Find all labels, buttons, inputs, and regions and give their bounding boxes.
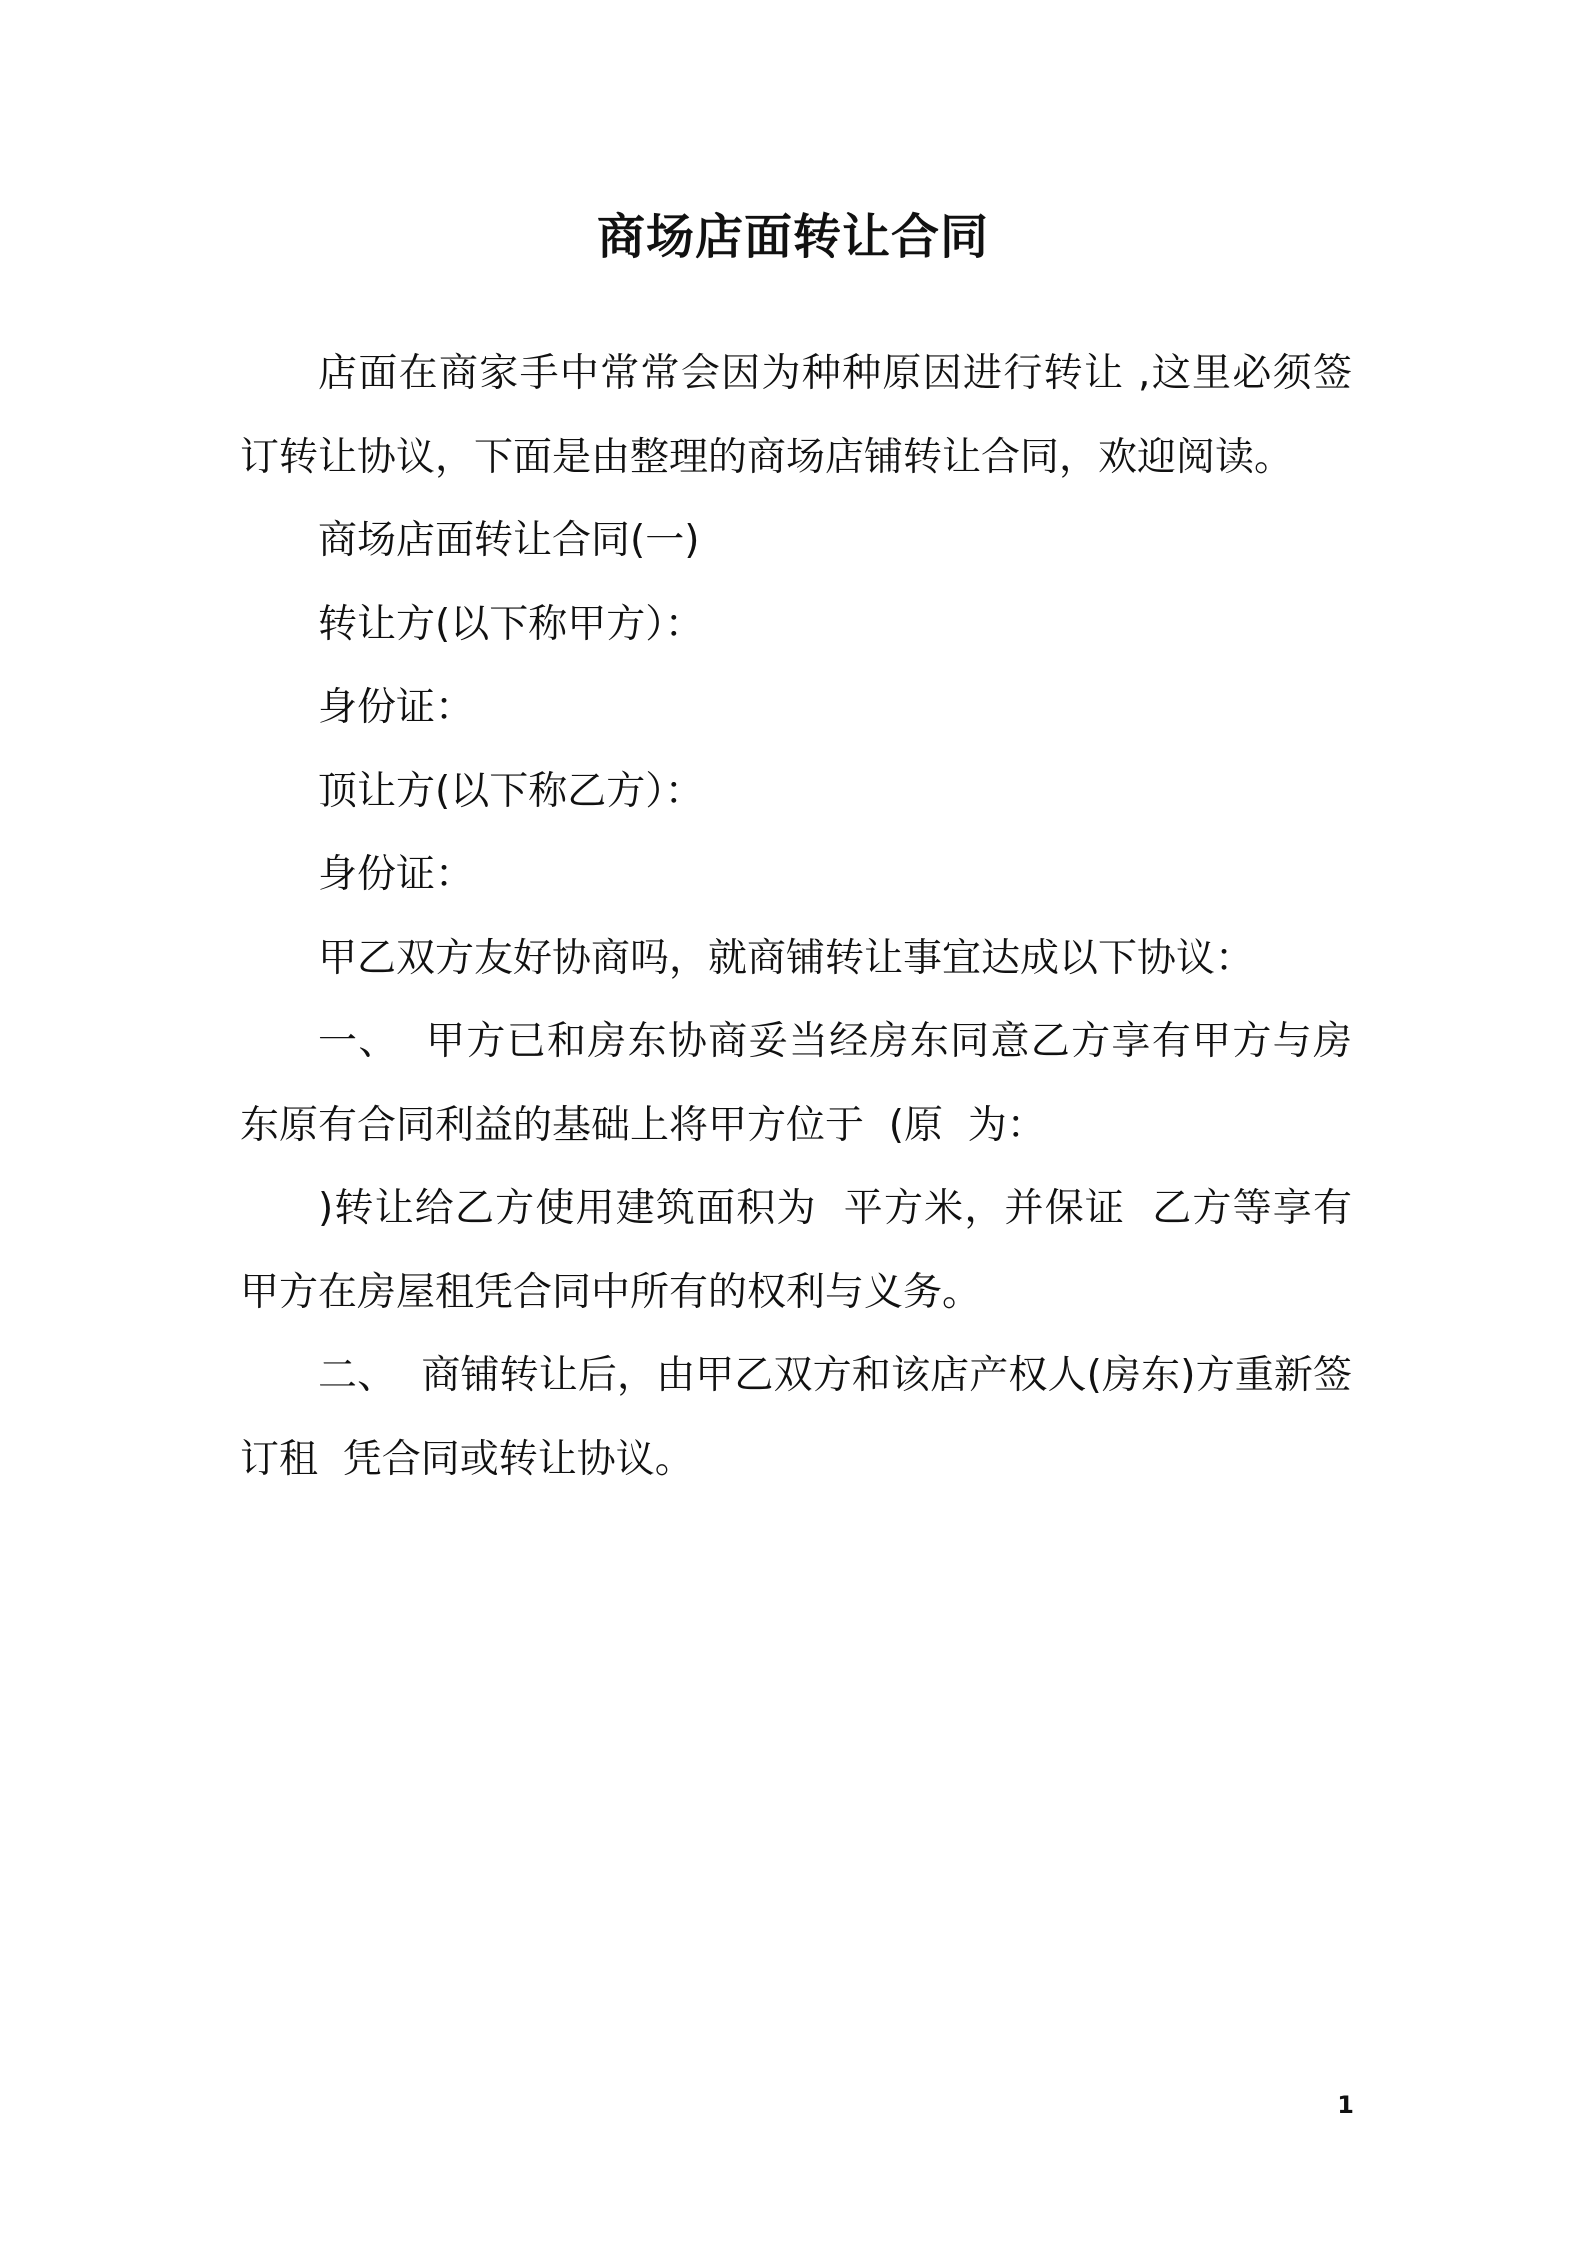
paragraph-transferee-id: 身份证： xyxy=(318,852,475,897)
paragraph-clause-1-part-2: )转让给乙方使用建筑面积为 平方米，并保证 乙方等享有甲方在房屋租凭合同中所有的权利与义务。 xyxy=(240,1186,1352,1315)
document-title: 商场店面转让合同 xyxy=(596,209,989,265)
paragraph-intro: 店面在商家手中常常会因为种种原因进行转让 ,这里必须签订转让协议，下面是由整理的商场店铺转让合同，欢迎阅读。 xyxy=(240,351,1352,480)
paragraph-transferee: 顶让方(以下称乙方）： xyxy=(318,768,704,814)
paragraph-transferor: 转让方(以下称甲方）： xyxy=(318,601,704,647)
paragraph-agreement-intro: 甲乙双方友好协商吗，就商铺转让事宜达成以下协议： xyxy=(318,935,1255,981)
paragraph-clause-2: 二、 商铺转让后，由甲乙双方和该店产权人(房东)方重新签订租 凭合同或转让协议。 xyxy=(240,1353,1352,1482)
paragraph-contract-heading: 商场店面转让合同(一) xyxy=(318,518,700,563)
document-body xyxy=(240,332,1352,1501)
paragraph-transferor-id: 身份证： xyxy=(318,685,475,730)
page-number: 1 xyxy=(1337,2091,1354,2119)
paragraph-clause-1-part-1: 一、 甲方已和房东协商妥当经房东同意乙方享有甲方与房东原有合同利益的基础上将甲方位于 (原 为： xyxy=(240,1019,1352,1148)
